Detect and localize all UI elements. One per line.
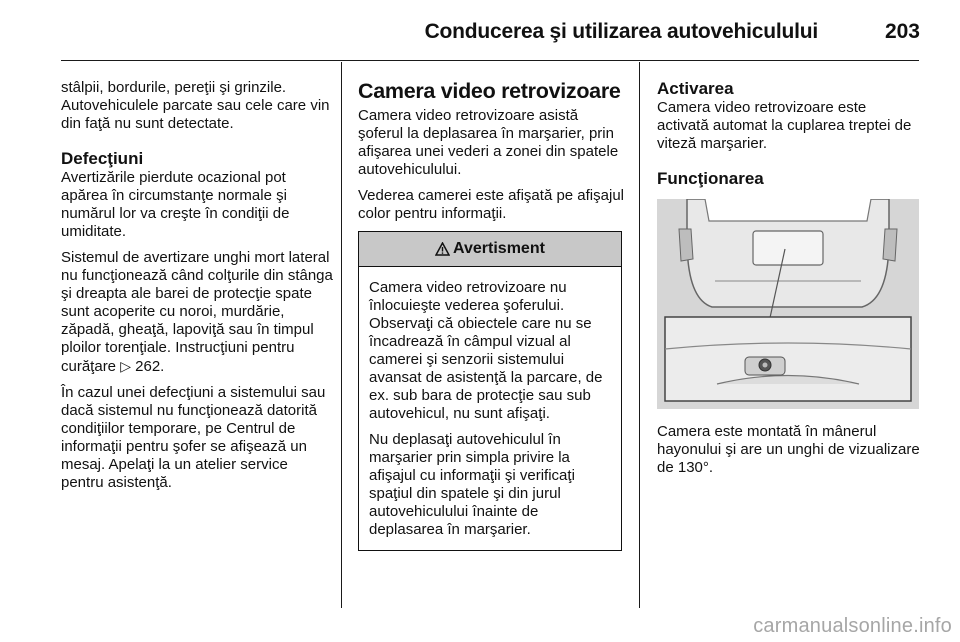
watermark: carmanualsonline.info — [753, 615, 952, 637]
paragraph-camera-display: Vederea camerei este afişată pe afişajul color pentru informaţii. — [358, 187, 624, 222]
column-divider-1 — [341, 62, 342, 608]
warning-triangle-icon — [435, 242, 450, 256]
paragraph-activation: Camera video retrovizoare este activată automat la cuplarea treptei de viteză marşarier. — [657, 99, 912, 152]
paragraph-camera-mount: Camera este montată în mânerul hayonului şi are un unghi de vizualizare de 130°. — [657, 423, 920, 476]
heading-operation: Funcţionarea — [657, 169, 764, 188]
heading-faults: Defecţiuni — [61, 149, 144, 168]
sensor-coverage-text: Sistemul de avertizare unghi mort lateral nu funcţionează când colţurile din stânga şi dreapta ale barei de protecţie spate sunt acoperite cu noroi, murdărie, zăpadă, gheaţă, lapoviţă sau în timpul ploilor torenţiale. Instrucţiuni pentru curăţare — [61, 249, 333, 375]
rear-camera-illustration — [657, 199, 919, 409]
paragraph-detection-limits: stâlpii, bordurile, pereţii şi grinzile. Autovehiculele parcate sau cele care vin din faţă nu sunt detectate. — [61, 79, 330, 132]
warning-header — [359, 232, 621, 267]
paragraph-sensor-coverage — [61, 249, 333, 376]
column-3 — [657, 79, 922, 485]
column-divider-2 — [639, 62, 640, 608]
warning-body — [359, 267, 621, 550]
column-2 — [358, 79, 624, 551]
heading-activation: Activarea — [657, 79, 734, 98]
cross-reference-arrow-icon: ▷ — [120, 358, 131, 374]
warning-box — [358, 231, 622, 551]
chapter-title: Conducerea şi utilizarea autovehiculului — [424, 20, 818, 43]
warning-label: Avertisment — [453, 240, 545, 257]
page-number: 203 — [884, 20, 920, 43]
page-header — [0, 0, 960, 62]
section-title-rear-camera: Camera video retrovizoare — [358, 79, 621, 103]
header-divider — [61, 60, 919, 61]
paragraph-missed-alerts: Avertizările pierdute ocazional pot apărea în circumstanţe normale şi numărul lor va creşte în condiţii de umiditate. — [61, 169, 290, 240]
column-1 — [61, 79, 333, 500]
paragraph-system-fault: În cazul unei defecţiuni a sistemului sau dacă sistemul nu funcţionează datorită condiţiilor temporare, pe Centrul de informaţii pentru şofer se afişează un mesaj. Apelaţi la un atelier service pentru asistenţă. — [61, 384, 326, 491]
warning-paragraph-2: Nu deplasaţi autovehiculul în marşarier prin simpla privire la afişajul cu informaţii şi verificaţi spaţiul din spatele şi din jurul autovehiculului înainte de deplasarea în marşarier. — [369, 431, 575, 538]
warning-paragraph-1: Camera video retrovizoare nu înlocuieşte vederea şoferului. Observaţi că obiectele care nu se încadrează în câmpul vizual al camerei şi senzorii sistemului avansat de asistenţă la parcare, de ex. sub bara de protecţie sau sub autovehicul, nu sunt afişaţi. — [369, 279, 603, 422]
page-reference-link[interactable]: 262. — [135, 358, 165, 375]
paragraph-camera-intro: Camera video retrovizoare asistă şoferul la deplasarea în marşarier, prin afişarea unei vederi a zonei din spatele autovehiculului. — [358, 107, 619, 178]
